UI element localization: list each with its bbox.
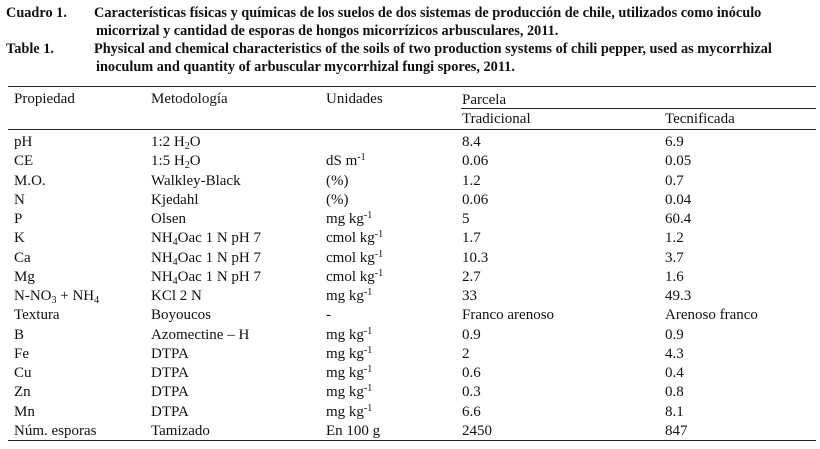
cell-propiedad: $N-NO_3 + NH_4$ — [14, 288, 100, 306]
cell-propiedad: Mg — [14, 268, 35, 285]
cell-tradicional: 10.3 — [462, 249, 489, 266]
cell-tradicional: Franco arenoso — [462, 307, 555, 324]
cell-propiedad: Textura — [14, 307, 60, 324]
cell-tradicional: 8.4 — [462, 134, 481, 150]
cell-tecnificada: 0.4 — [665, 365, 684, 381]
cell-tradicional: 33 — [462, 288, 477, 304]
cell-metodologia: KCl 2 N — [151, 288, 202, 304]
cell-tecnificada: 847 — [665, 422, 688, 439]
parcela-underline — [461, 108, 816, 109]
cell-metodologia: $NH_4Oac$ 1 N pH 7 — [151, 230, 261, 249]
cell-metodologia: Tamizado — [151, 422, 210, 439]
cell-tradicional: 0.06 — [462, 153, 489, 170]
cell-tradicional: 0.6 — [462, 365, 481, 381]
header-tecnificada: Tecnificada — [665, 111, 735, 127]
caption-english — [6, 41, 816, 76]
cell-unidades: mg $kg^{-1}$ — [326, 287, 373, 304]
cell-metodologia: Azomectine – H — [151, 326, 250, 343]
cell-tecnificada: 6.9 — [665, 134, 684, 150]
caption-english-text: Physical and chemical characteristics of the soils of two production systems of chili pepper, used as mycorrhizal inoculum and quantity of arbuscular mycorrhizal fungi spores, 2011. — [94, 41, 772, 75]
cell-tecnificada: 3.7 — [665, 249, 684, 266]
cell-unidades: cmol $kg^{-1}$ — [326, 248, 384, 266]
cell-metodologia: 1:5 $H_2O$ — [151, 153, 201, 172]
cell-metodologia: DTPA — [151, 365, 189, 381]
cell-propiedad: P — [14, 211, 23, 227]
header-metodologia: Metodología — [151, 91, 228, 107]
cell-propiedad: Zn — [14, 384, 31, 401]
cell-tradicional: 5 — [462, 211, 470, 227]
cell-unidades: (%) — [326, 191, 349, 208]
cell-unidades: - — [326, 307, 331, 324]
cell-metodologia: Boyoucos — [151, 307, 211, 324]
header-parcela: Parcela — [462, 92, 507, 108]
cell-propiedad: B — [14, 326, 25, 343]
cell-tecnificada: 8.1 — [665, 403, 684, 420]
cell-tradicional: 2.7 — [462, 268, 481, 285]
table-captions — [6, 5, 816, 76]
caption-english-label: Table 1. — [6, 41, 54, 57]
cell-metodologia: $NH_4Oac$ 1 N pH 7 — [151, 249, 261, 268]
caption-spanish-text: Características físicas y químicas de los suelos de dos sistemas de producción de chile, utilizados como inóculo micorrizal y cantidad de esporas de hongos micorrízicos arbusculares, 2011. — [94, 5, 762, 39]
cell-unidades: mg $kg^{-1}$ — [326, 383, 373, 401]
cell-metodologia: Walkley-Black — [151, 172, 241, 189]
cell-tecnificada: Arenoso franco — [665, 307, 758, 324]
caption-spanish-label: Cuadro 1. — [6, 5, 67, 21]
cell-propiedad: Fe — [14, 345, 29, 362]
cell-tradicional: 1.2 — [462, 172, 481, 189]
cell-propiedad: CE — [14, 153, 34, 170]
cell-unidades: mg $kg^{-1}$ — [326, 364, 373, 381]
cell-tecnificada: 49.3 — [665, 288, 692, 304]
cell-tecnificada: 0.04 — [665, 191, 692, 208]
cell-tradicional: 2450 — [462, 422, 492, 439]
cell-unidades: En 100 g — [326, 422, 381, 439]
cell-metodologia: Olsen — [151, 211, 186, 227]
cell-unidades: mg $kg^{-1}$ — [326, 344, 373, 362]
header-propiedad: Propiedad — [14, 91, 75, 107]
cell-unidades: mg $kg^{-1}$ — [326, 402, 373, 420]
header-unidades: Unidades — [326, 91, 383, 107]
cell-tecnificada: 0.7 — [665, 172, 684, 189]
cell-tecnificada: 0.8 — [665, 384, 684, 401]
cell-propiedad: Ca — [14, 249, 31, 266]
cell-tecnificada: 0.9 — [665, 326, 684, 343]
cell-tradicional: 0.06 — [462, 191, 489, 208]
cell-tradicional: 0.9 — [462, 326, 481, 343]
cell-metodologia: DTPA — [151, 403, 189, 420]
cell-unidades: cmol $kg^{-1}$ — [326, 267, 384, 285]
cell-propiedad: K — [14, 230, 25, 247]
cell-metodologia: Kjedahl — [151, 191, 199, 208]
cell-tecnificada: 60.4 — [665, 211, 692, 227]
cell-unidades: dS $m^{-1}$ — [326, 152, 366, 170]
cell-unidades: mg $kg^{-1}$ — [326, 210, 373, 227]
cell-tecnificada: 0.05 — [665, 153, 692, 170]
table-bottom-rule — [8, 440, 816, 441]
cell-propiedad: pH — [14, 134, 33, 150]
cell-tecnificada: 4.3 — [665, 345, 684, 362]
cell-propiedad: N — [14, 191, 25, 208]
caption-spanish — [6, 5, 816, 40]
cell-tecnificada: 1.2 — [665, 230, 684, 247]
cell-metodologia: 1:2 $H_2O$ — [151, 134, 201, 152]
cell-propiedad: Mn — [14, 403, 35, 420]
table-top-rule — [8, 86, 816, 87]
cell-unidades: cmol $kg^{-1}$ — [326, 229, 384, 247]
cell-unidades: mg $kg^{-1}$ — [326, 325, 373, 343]
cell-propiedad: Núm. esporas — [14, 422, 97, 439]
cell-tradicional: 0.3 — [462, 384, 481, 401]
header-tradicional: Tradicional — [462, 111, 531, 127]
cell-tradicional: 1.7 — [462, 230, 481, 247]
cell-propiedad: Cu — [14, 365, 32, 381]
cell-metodologia: DTPA — [151, 345, 189, 362]
header-bottom-rule — [8, 129, 816, 130]
cell-tecnificada: 1.6 — [665, 268, 684, 285]
cell-tradicional: 2 — [462, 345, 470, 362]
cell-tradicional: 6.6 — [462, 403, 481, 420]
cell-unidades: (%) — [326, 172, 349, 189]
cell-metodologia: $NH_4Oac$ 1 N pH 7 — [151, 268, 261, 287]
cell-propiedad: M.O. — [14, 172, 46, 189]
cell-metodologia: DTPA — [151, 384, 189, 401]
